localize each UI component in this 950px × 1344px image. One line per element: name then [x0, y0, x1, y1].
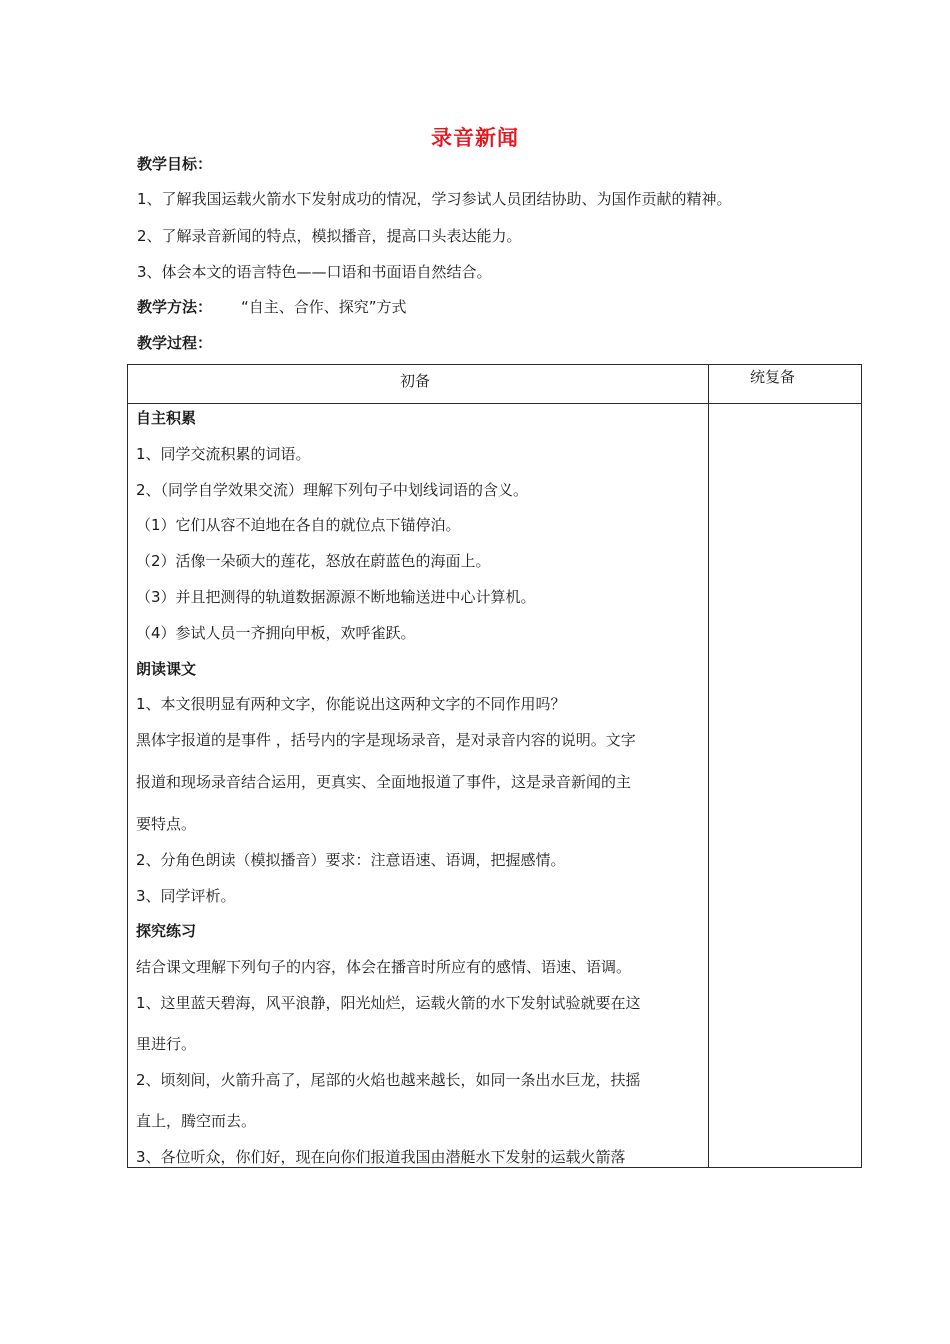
- section-line: 报道和现场录音结合运用，更真实、全面地报道了事件，这是录音新闻的主: [136, 773, 632, 791]
- col2-header: 统复备: [750, 368, 796, 386]
- section-line: 结合课文理解下列句子的内容，体会在播音时所应有的感情、语速、语调。: [136, 958, 632, 976]
- objective-item: 1、了解我国运载火箭水下发射成功的情况，学习参试人员团结协助、为国作贡献的精神。: [137, 190, 732, 208]
- section-line: 黑体字报道的是事件 ，括号内的字是现场录音，是对录音内容的说明。文字: [136, 731, 636, 749]
- column-divider: [708, 365, 709, 1167]
- lesson-table: [127, 364, 862, 1168]
- section-line: （3）并且把测得的轨道数据源源不断地输送进中心计算机。: [136, 588, 536, 606]
- method-text: “自主、合作、探究”方式: [241, 298, 407, 316]
- section-line: 1、本文很明显有两种文字，你能说出这两种文字的不同作用吗？: [136, 695, 566, 713]
- objective-item: 2、了解录音新闻的特点，模拟播音，提高口头表达能力。: [137, 227, 522, 245]
- section-line: 3、各位听众，你们好，现在向你们报道我国由潜艇水下发射的运载火箭落: [136, 1148, 626, 1166]
- section-heading: 探究练习: [136, 922, 197, 940]
- section-heading: 自主积累: [136, 409, 197, 427]
- col1-header: 初备: [400, 372, 431, 390]
- section-heading: 朗读课文: [136, 660, 197, 678]
- section-line: 2、（同学自学效果交流）理解下列句子中划线词语的含义。: [136, 481, 529, 499]
- section-line: 1、同学交流积累的词语。: [136, 445, 311, 463]
- section-line: 里进行。: [136, 1035, 197, 1053]
- section-line: 2、顷刻间，火箭升高了，尾部的火焰也越来越长，如同一条出水巨龙，扶摇: [136, 1071, 641, 1089]
- section-line: （1）它们从容不迫地在各自的就位点下锚停泊。: [136, 516, 461, 534]
- section-line: 要特点。: [136, 815, 197, 833]
- process-heading: 教学过程：: [137, 334, 213, 352]
- section-line: （4）参试人员一齐拥向甲板，欢呼雀跃。: [136, 624, 416, 642]
- objectives-heading: 教学目标：: [137, 155, 213, 173]
- document-title: 录音新闻: [431, 126, 519, 150]
- section-line: 3、同学评析。: [136, 887, 236, 905]
- section-line: 2、分角色朗读（模拟播音）要求：注意语速、语调，把握感情。: [136, 851, 566, 869]
- objective-item: 3、体会本文的语言特色——口语和书面语自然结合。: [137, 263, 492, 281]
- section-line: 1、这里蓝天碧海，风平浪静，阳光灿烂，运载火箭的水下发射试验就要在这: [136, 994, 641, 1012]
- section-line: （2）活像一朵硕大的莲花，怒放在蔚蓝色的海面上。: [136, 552, 491, 570]
- method-heading: 教学方法：: [137, 298, 213, 316]
- section-line: 直上，腾空而去。: [136, 1112, 257, 1130]
- header-divider: [128, 403, 861, 404]
